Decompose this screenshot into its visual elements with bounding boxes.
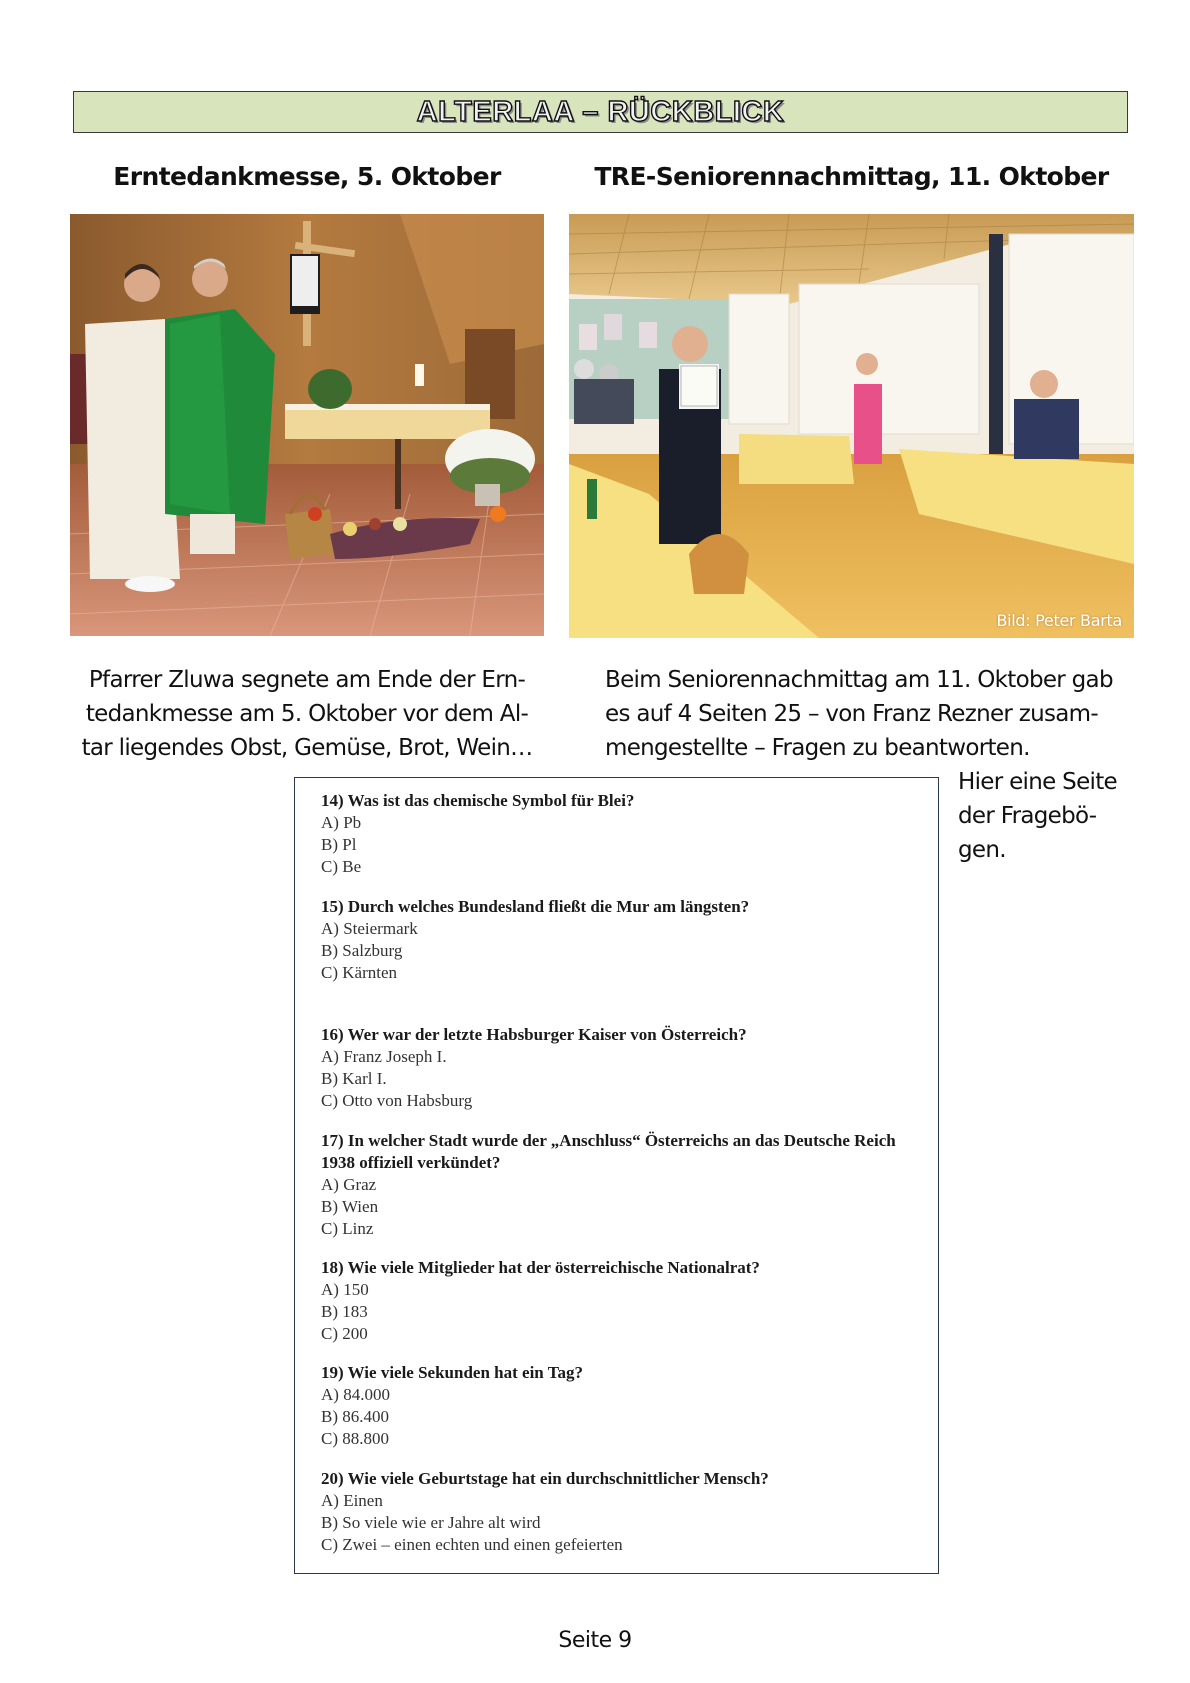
question-title: 15) Durch welches Bundesland fließt die Mur am längsten? xyxy=(321,897,750,916)
answer-option: B) Wien xyxy=(321,1197,379,1216)
answer-option: A) 84.000 xyxy=(321,1385,390,1404)
church-scene-image xyxy=(70,214,544,636)
question-title: 16) Wer war der letzte Habsburger Kaiser von Österreich? xyxy=(321,1025,747,1044)
questionnaire-scan xyxy=(294,777,939,1574)
answer-option: A) Graz xyxy=(321,1175,377,1194)
quiz-question-14 xyxy=(321,790,921,878)
page-number: Seite 9 xyxy=(558,1628,632,1653)
answer-option: C) 200 xyxy=(321,1324,368,1343)
answer-option: A) Steiermark xyxy=(321,919,418,938)
side-note-line: gen. xyxy=(958,837,1006,863)
side-note xyxy=(958,765,1138,867)
question-title: 18) Wie viele Mitglieder hat der österreichische Nationalrat? xyxy=(321,1258,760,1277)
answer-option: B) 86.400 xyxy=(321,1407,389,1426)
question-title: 14) Was ist das chemische Symbol für Blei? xyxy=(321,791,635,810)
answer-option: B) 183 xyxy=(321,1302,368,1321)
quiz-question-16 xyxy=(321,1024,921,1112)
question-title: 17) In welcher Stadt wurde der „Anschluss“ Österreichs an das Deutsche Reich 1938 offiziell verkündet? xyxy=(321,1131,896,1172)
photo-seniorennachmittag xyxy=(569,214,1134,638)
caption-erntedankmesse xyxy=(70,663,544,765)
answer-option: A) Franz Joseph I. xyxy=(321,1047,447,1066)
answer-option: C) 88.800 xyxy=(321,1429,389,1448)
caption-line: mengestellte – Fragen zu beantworten. xyxy=(605,735,1030,761)
answer-option: C) Zwei – einen echten und einen gefeierten xyxy=(321,1535,623,1554)
section-banner xyxy=(73,91,1128,133)
heading-seniorennachmittag: TRE-Seniorennachmittag, 11. Oktober xyxy=(594,162,1109,191)
question-title: 20) Wie viele Geburtstage hat ein durchschnittlicher Mensch? xyxy=(321,1469,769,1488)
caption-line: tedankmesse am 5. Oktober vor dem Al- xyxy=(85,701,529,727)
quiz-question-20 xyxy=(321,1468,921,1556)
answer-option: C) Kärnten xyxy=(321,963,398,982)
question-title: 19) Wie viele Sekunden hat ein Tag? xyxy=(321,1363,583,1382)
section-title: ALTERLAA – RÜCKBLICK xyxy=(416,95,785,128)
caption-line: tar liegendes Obst, Gemüse, Brot, Wein… xyxy=(81,735,533,761)
answer-option: A) Pb xyxy=(321,813,362,832)
quiz-question-18 xyxy=(321,1257,921,1345)
answer-option: B) Salzburg xyxy=(321,941,403,960)
heading-erntedankmesse: Erntedankmesse, 5. Oktober xyxy=(113,162,501,191)
answer-option: C) Be xyxy=(321,857,362,876)
caption-line: Pfarrer Zluwa segnete am Ende der Ern- xyxy=(88,667,526,693)
answer-option: C) Otto von Habsburg xyxy=(321,1091,473,1110)
quiz-question-19 xyxy=(321,1362,921,1450)
side-note-line: der Fragebö- xyxy=(958,803,1097,829)
photo-credit: Bild: Peter Barta xyxy=(996,611,1122,630)
quiz-question-15 xyxy=(321,896,921,984)
answer-option: A) 150 xyxy=(321,1280,369,1299)
answer-option: B) So viele wie er Jahre alt wird xyxy=(321,1513,541,1532)
answer-option: B) Pl xyxy=(321,835,357,854)
senior-afternoon-image xyxy=(569,214,1134,638)
answer-option: B) Karl I. xyxy=(321,1069,387,1088)
photo-erntedankmesse xyxy=(70,214,544,636)
caption-seniorennachmittag xyxy=(605,663,1135,765)
caption-line: Beim Seniorennachmittag am 11. Oktober gab xyxy=(605,667,1113,693)
answer-option: C) Linz xyxy=(321,1219,374,1238)
answer-option: A) Einen xyxy=(321,1491,383,1510)
side-note-line: Hier eine Seite xyxy=(958,769,1117,795)
caption-line: es auf 4 Seiten 25 – von Franz Rezner zusam- xyxy=(605,701,1098,727)
quiz-question-17 xyxy=(321,1130,921,1240)
